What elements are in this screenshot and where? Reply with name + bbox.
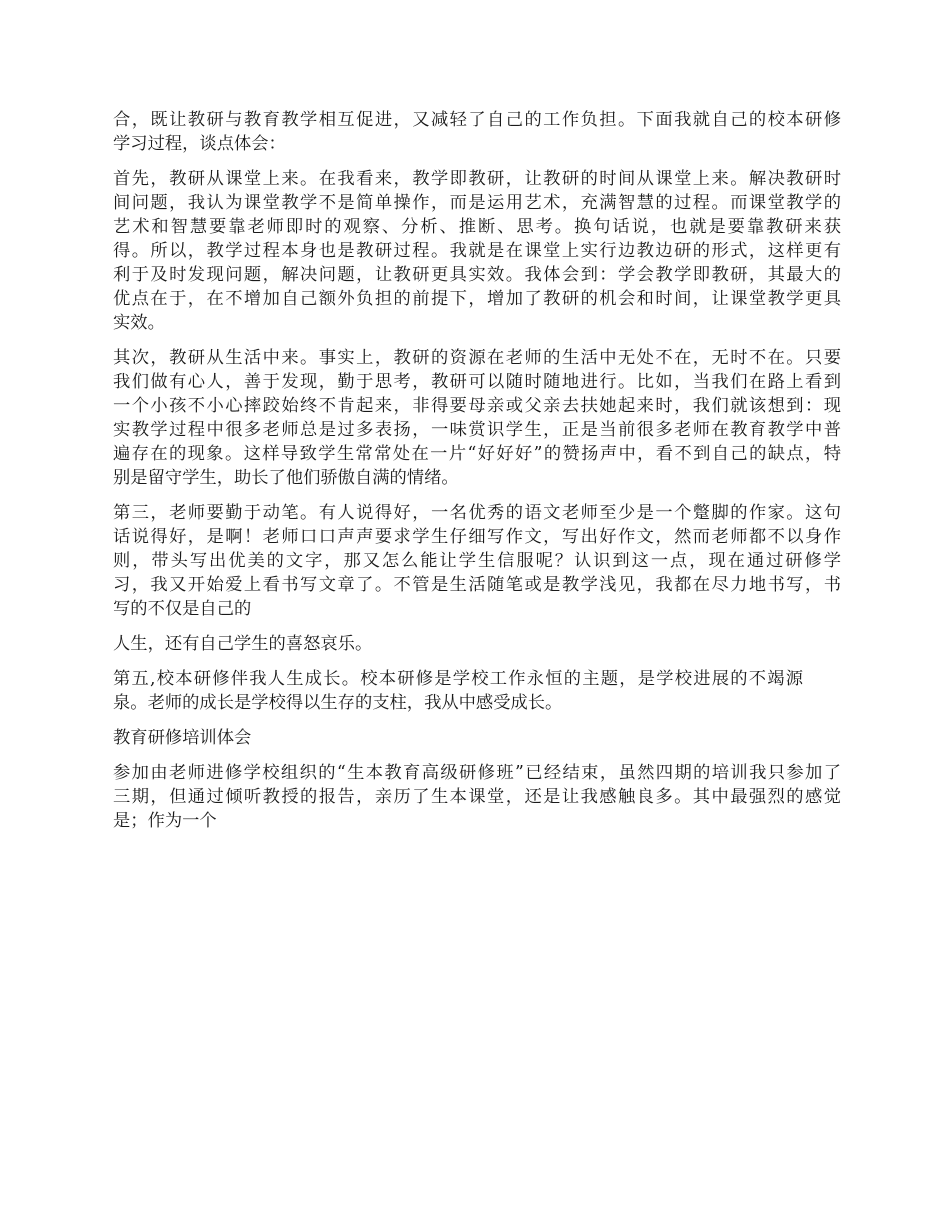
- text-line: 是；作为一个: [113, 811, 217, 831]
- paragraph-first: [113, 167, 841, 335]
- paragraph-third: [113, 501, 841, 621]
- paragraph-training: [113, 761, 841, 833]
- section-heading: [113, 726, 841, 750]
- text-line: 优点在于，在不增加自己额外负担的前提下，增加了教研的机会和时间，让课堂教学更具: [113, 289, 841, 309]
- text-line: 遍存在的现象。这样导致学生常常处在一片“好好好”的赞扬声中，看不到自己的缺点，特: [113, 444, 841, 464]
- document-page: [113, 108, 841, 844]
- paragraph-intro: [113, 108, 841, 156]
- text-line: 间问题，我认为课堂教学不是简单操作，而是运用艺术，充满智慧的过程。而课堂教学的: [113, 193, 841, 213]
- text-line: 艺术和智慧要靠老师即时的观察、分析、推断、思考。换句话说，也就是要靠教研来获: [113, 217, 841, 237]
- paragraph-fifth: [113, 667, 841, 715]
- text-line: 实教学过程中很多老师总是过多表扬，一味赏识学生，正是当前很多老师在教育教学中普: [113, 420, 841, 440]
- text-line: 则，带头写出优美的文字，那又怎么能让学生信服呢？认识到这一点，现在通过研修学: [113, 551, 841, 571]
- text-line: 人生，还有自己学生的喜怒哀乐。: [113, 634, 373, 654]
- paragraph-continued: [113, 632, 841, 656]
- text-line: 得。所以，教学过程本身也是教研过程。我就是在课堂上实行边教边研的形式，这样更有: [113, 241, 841, 261]
- text-line: 学习过程，谈点体会：: [113, 134, 286, 154]
- text-line: 写的不仅是自己的: [113, 599, 252, 619]
- text-line: 第五,校本研修伴我人生成长。校本研修是学校工作永恒的主题，是学校进展的不竭源: [113, 669, 803, 689]
- text-line: 一个小孩不小心摔跤始终不肯起来，非得要母亲或父亲去扶她起来时，我们就该想到：现: [113, 396, 841, 416]
- text-line: 利于及时发现问题，解决问题，让教研更具实效。我体会到：学会教学即教研，其最大的: [113, 265, 841, 285]
- text-line: 我们做有心人，善于发现，勤于思考，教研可以随时随地进行。比如，当我们在路上看到: [113, 372, 841, 392]
- text-line: 三期，但通过倾听教授的报告，亲历了生本课堂，还是让我感触良多。其中最强烈的感觉: [113, 787, 841, 807]
- text-line: 话说得好，是啊！老师口口声声要求学生仔细写作文，写出好作文，然而老师都不以身作: [113, 527, 841, 547]
- text-line: 习，我又开始爱上看书写文章了。不管是生活随笔或是教学浅见，我都在尽力地书写，书: [113, 575, 841, 595]
- text-line: 泉。老师的成长是学校得以生存的支柱，我从中感受成长。: [113, 693, 563, 713]
- text-line: 别是留守学生，助长了他们骄傲自满的情绪。: [113, 468, 459, 488]
- section-title: 教育研修培训体会: [113, 728, 252, 748]
- text-line: 参加由老师进修学校组织的“生本教育高级研修班”已经结束，虽然四期的培训我只参加了: [113, 763, 841, 783]
- text-line: 合，既让教研与教育教学相互促进，又减轻了自己的工作负担。下面我就自己的校本研修: [113, 110, 841, 130]
- text-line: 第三，老师要勤于动笔。有人说得好，一名优秀的语文老师至少是一个蹩脚的作家。这句: [113, 503, 841, 523]
- text-line: 其次，教研从生活中来。事实上，教研的资源在老师的生活中无处不在，无时不在。只要: [113, 348, 841, 368]
- text-line: 首先，教研从课堂上来。在我看来，教学即教研，让教研的时间从课堂上来。解决教研时: [113, 169, 841, 189]
- paragraph-second: [113, 346, 841, 490]
- text-line: 实效。: [113, 313, 165, 333]
